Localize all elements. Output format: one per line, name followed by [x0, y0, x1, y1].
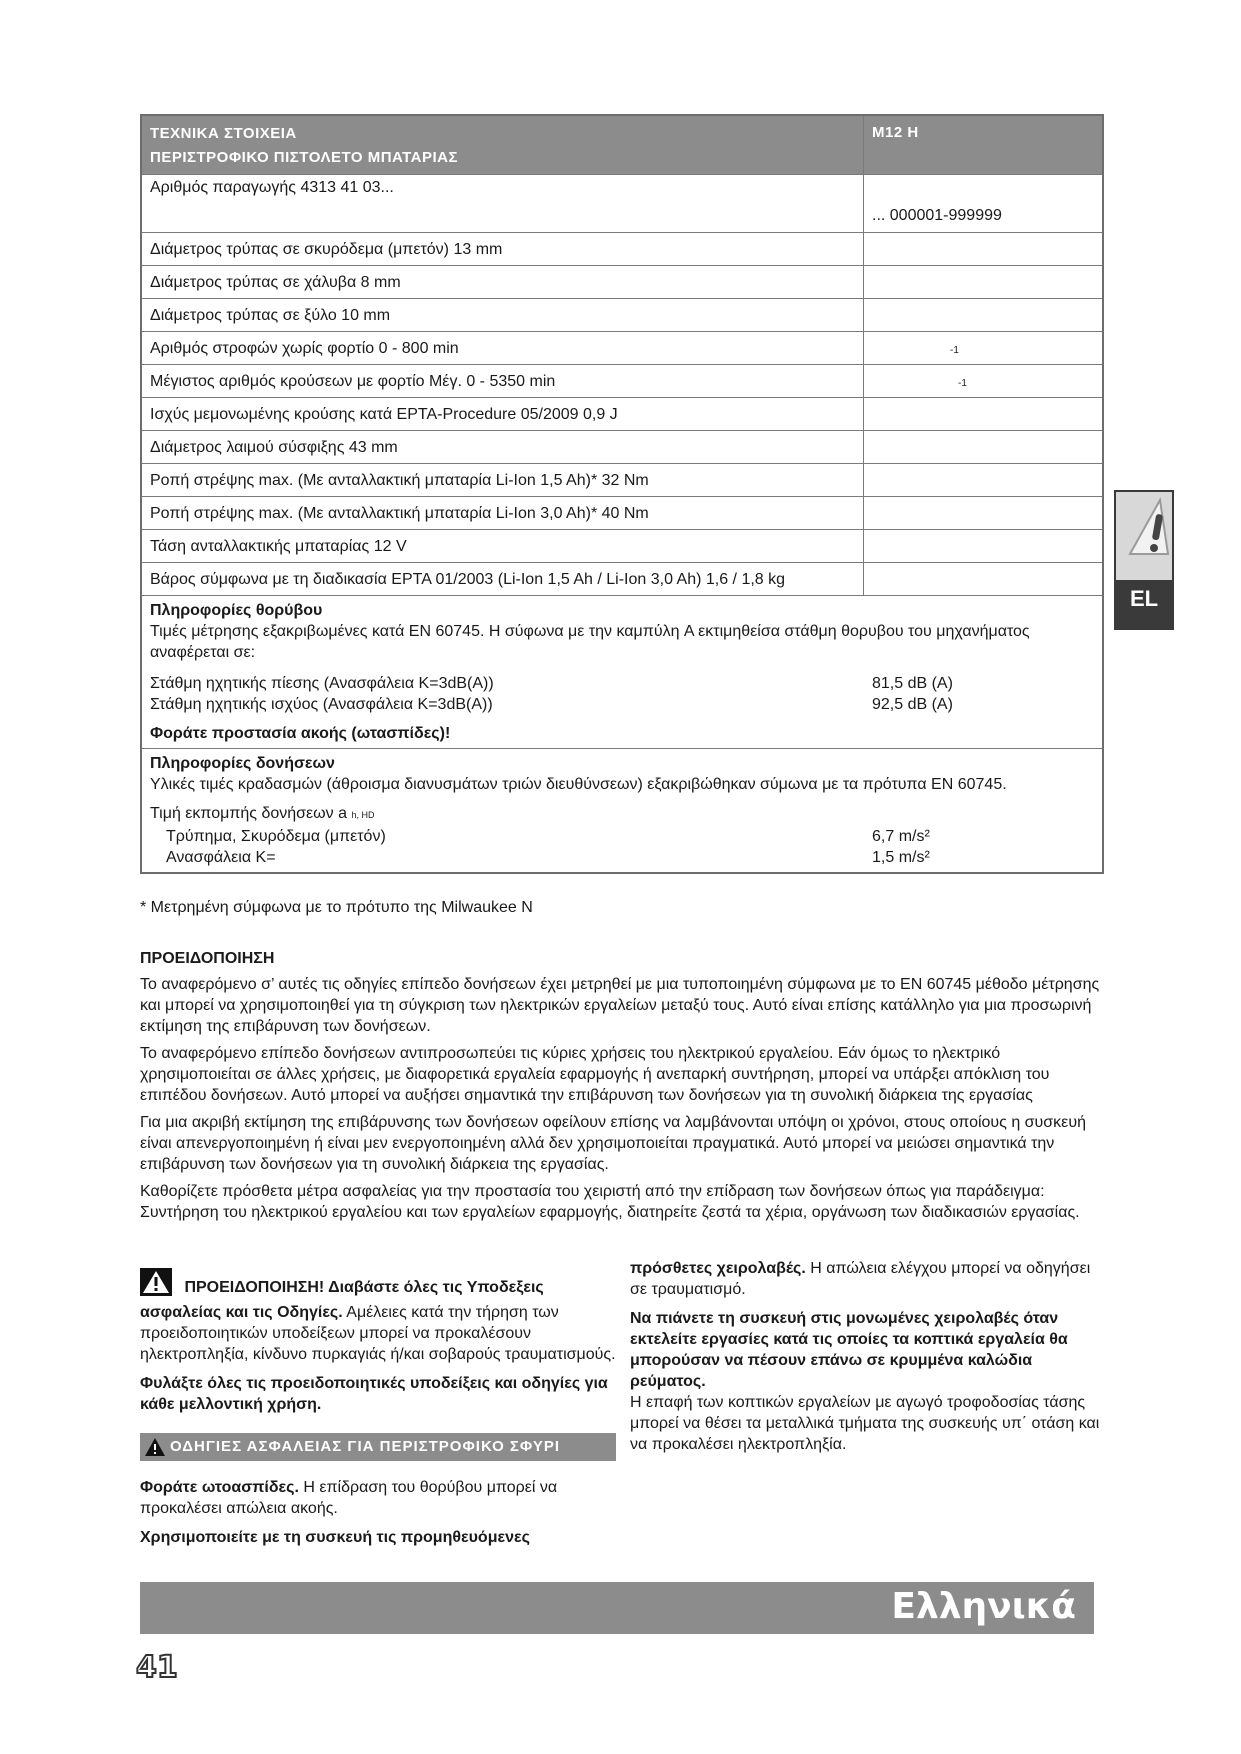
vibration-title: Πληροφορίες δονήσεων	[150, 755, 335, 772]
page-number: 41	[136, 1650, 178, 1685]
sound-pressure-value: 81,5 dB (A)	[872, 675, 953, 692]
sound-pressure-label: Στάθμη ηχητικής πίεσης (Ανασφάλεια K=3dB(A))	[150, 675, 494, 692]
footnote: * Μετρημένη σύμφωνα με το πρότυπο της Milwaukee N	[140, 899, 533, 916]
production-number-value: ... 000001-999999	[872, 207, 1002, 224]
table-row: Διάμετρος τρύπας σε χάλυβα 8 mm	[142, 265, 1102, 298]
insulated-grips-text: Η επαφή των κοπτικών εργαλείων με αγωγό τροφοδοσίας τάσης μπορεί να θέσει τα μεταλλικά τμήματα της συσκευής υπ΄ οτάση και να προκαλέσει ηλεκτροπληξία.	[630, 1394, 1100, 1453]
table-row: Αριθμός στροφών χωρίς φορτίο 0 - 800 min -1	[142, 331, 1102, 364]
sound-power-value: 92,5 dB (A)	[872, 696, 953, 713]
table-row: Βάρος σύμφωνα με τη διαδικασία EPTA 01/2003 (Li-Ion 1,5 Ah / Li-Ion 3,0 Ah) 1,6 / 1,8 kg	[142, 562, 1102, 595]
language-code: EL	[1129, 586, 1159, 611]
drilling-concrete-value: 6,7 m/s²	[872, 828, 930, 845]
ear-protection-note: Φοράτε προστασία ακοής (ωτασπίδες)!	[150, 725, 451, 742]
language-footer-bar	[140, 1582, 1094, 1634]
safety-warning-text: Αμέλειες κατά την τήρηση των προειδοποιητικών υποδείξεων μπορεί να προκαλέσουν ηλεκτροπληξία, κίνδυνο πυρκαγιάς ή/και σοβαρούς τραυματισμούς.	[140, 1304, 616, 1363]
safety-section-header	[140, 1433, 616, 1461]
table-row: Διάμετρος τρύπας σε ξύλο 10 mm	[142, 298, 1102, 331]
emission-subscript: h, HD	[351, 810, 375, 820]
warning-paragraphs	[140, 974, 1104, 1229]
table-row: Διάμετρος λαιμού σύσφιξης 43 mm	[142, 430, 1102, 463]
table-row: Ροπή στρέψης max. (Με ανταλλακτική μπαταρία Li-Ion 3,0 Ah)* 40 Nm	[142, 496, 1102, 529]
ear-protectors-text: Η επίδραση του θορύβου μπορεί να προκαλέσει απώλεια ακοής.	[140, 1479, 558, 1517]
table-row	[142, 174, 1102, 232]
uncertainty-label: Ανασφάλεια K=	[166, 849, 276, 866]
right-column	[630, 1258, 1104, 1463]
vibration-intro: Υλικές τιμές κραδασμών (άθροισμα διανυσμάτων τριών διευθύνσεων) εξακριβώθηκαν σύμωνα με τα πρότυπα EN 60745.	[150, 776, 1007, 793]
table-row: Διάμετρος τρύπας σε σκυρόδεμα (μπετόν) 13 mm	[142, 232, 1102, 265]
paragraph: Το αναφερόμενο επίπεδο δονήσεων αντιπροσωπεύει τις κύριες χρήσεις του ηλεκτρικού εργαλείου. Εάν όμως το ηλεκτρικό χρησιμοποιείται σε άλλες χρήσεις, με διαφορετικά εργαλεία εφαρμογής ή ανεπαρκή συντήρηση, μπορεί να υπάρξει απόκλιση του επιπέδου δονήσεων. Αυτό μπορεί να αυξήσει σημαντικά την επιβάρυνση των δονήσεων για τη συνολική διάρκεια της εργασίας	[140, 1045, 1050, 1104]
table-row: Τάση ανταλλακτικής μπαταρίας 12 V	[142, 529, 1102, 562]
model-name: M12 H	[872, 124, 919, 141]
left-column	[140, 1268, 616, 1556]
ear-protectors-bold: Φοράτε ωτοασπίδες.	[140, 1479, 299, 1496]
warning-heading: ΠΡΟΕΙΔΟΠΟΙΗΣΗ	[140, 950, 275, 967]
header-subtitle: ΠΕΡΙΣΤΡΟΦΙΚΟ ΠΙΣΤΟΛΕΤΟ ΜΠΑΤΑΡΙΑΣ	[150, 149, 459, 166]
noise-intro: Τιμές μέτρησης εξακριβωμένες κατά EN 60745. Η σύφωνα με την καμπύλη A εκτιμηθείσα στάθμη θορυβου του μηχανήματος αναφέρεται σε:	[150, 623, 1030, 661]
noise-title: Πληροφορίες θορύβου	[150, 602, 323, 619]
table-row: Ισχύς μεμονωμένης κρούσης κατά EPTA-Procedure 05/2009 0,9 J	[142, 397, 1102, 430]
paragraph: Καθορίζετε πρόσθετα μέτρα ασφαλείας για την προστασία του χειριστή από την επίδραση των δονήσεων όπως για παράδειγμα: Συντήρηση του ηλεκτρικού εργαλείου και των εργαλείων εφαρμογής, διατηρείτε ζεστά τα χέρια, οργάνωση των διαδικασιών εργασίας.	[140, 1183, 1080, 1221]
emission-label: Τιμή εκπομπής δονήσεων a	[150, 805, 347, 822]
language-side-tab	[1114, 490, 1174, 630]
auxiliary-handles-bold: Χρησιμοποιείτε με τη συσκευή τις προμηθευόμενες	[140, 1529, 530, 1546]
technical-data-table	[140, 114, 1104, 874]
warning-icon	[1114, 490, 1174, 582]
drilling-concrete-label: Τρύπημα, Σκυρόδεμα (μπετόν)	[166, 828, 386, 845]
superscript: -1	[950, 345, 959, 356]
warning-triangle-icon	[144, 1437, 166, 1457]
auxiliary-handles-bold-cont: πρόσθετες χειρολαβές.	[630, 1260, 806, 1277]
noise-section	[142, 595, 1102, 748]
table-header	[142, 116, 1102, 174]
warning-triangle-icon	[140, 1268, 172, 1302]
production-number-label: Αριθμός παραγωγής 4313 41 03...	[142, 175, 864, 232]
auxiliary-handles-text: Η απώλεια ελέγχου μπορεί να οδηγήσει σε τραυματισμό.	[630, 1260, 1091, 1298]
keep-instructions: Φυλάξτε όλες τις προειδοποιητικές υποδείξεις και οδηγίες για κάθε μελλοντική χρήση.	[140, 1375, 608, 1413]
insulated-grips-bold: Να πιάνετε τη συσκευή στις μονωμένες χειρολαβές όταν εκτελείτε εργασίες κατά τις οποίες τα κοπτικά εργαλεία θα μπορούσαν να πέσουν επάνω σε κρυμμένα καλώδια ρεύματος.	[630, 1310, 1068, 1390]
paragraph: Για μια ακριβή εκτίμηση της επιβάρυνσης των δονήσεων οφείλουν επίσης να λαμβάνονται υπόψη οι χρόνοι, στους οποίους η συσκευή είναι απενεργοποιημένη ή είναι μεν ενεργοποιημένη αλλά δεν χρησιμοποιείται πραγματικά. Αυτό μπορεί να μειώσει σημαντικά την επιβάρυνση των δονήσεων για τη συνολική διάρκεια της εργασίας.	[140, 1114, 1086, 1173]
table-row: Μέγιστος αριθμός κρούσεων με φορτίο Μέγ. 0 - 5350 min -1	[142, 364, 1102, 397]
safety-section-title: ΟΔΗΓΙΕΣ ΑΣΦΑΛΕΙΑΣ ΓΙΑ ΠΕΡΙΣΤΡΟΦΙΚΟ ΣΦΥΡΙ	[170, 1438, 560, 1455]
uncertainty-value: 1,5 m/s²	[872, 849, 930, 866]
vibration-section	[142, 748, 1102, 872]
header-title: ΤΕΧΝΙΚΑ ΣΤΟΙΧΕΙΑ	[150, 125, 297, 142]
paragraph: Το αναφερόμενο σ’ αυτές τις οδηγίες επίπεδο δονήσεων έχει μετρηθεί με μια τυποποιημένη σύμφωνα με το EN 60745 μέθοδο μέτρησης και μπορεί να χρησιμοποιηθεί για τη σύγκριση των ηλεκτρικών εργαλείων μεταξύ τους. Αυτό είναι επίσης κατάλληλο για μια προσωρινή εκτίμηση της επιβάρυνση των δονήσεων.	[140, 976, 1100, 1035]
language-name: Ελληνικά	[891, 1586, 1076, 1627]
superscript: -1	[958, 378, 967, 389]
sound-power-label: Στάθμη ηχητικής ισχύος (Ανασφάλεια K=3dB(A))	[150, 696, 493, 713]
safety-warning-bold: ΠΡΟΕΙΔΟΠΟΙΗΣΗ! Διαβάστε όλες τις Υποδεξεις ασφαλείας και τις Οδηγίες.	[140, 1279, 544, 1321]
table-row: Ροπή στρέψης max. (Με ανταλλακτική μπαταρία Li-Ion 1,5 Ah)* 32 Nm	[142, 463, 1102, 496]
